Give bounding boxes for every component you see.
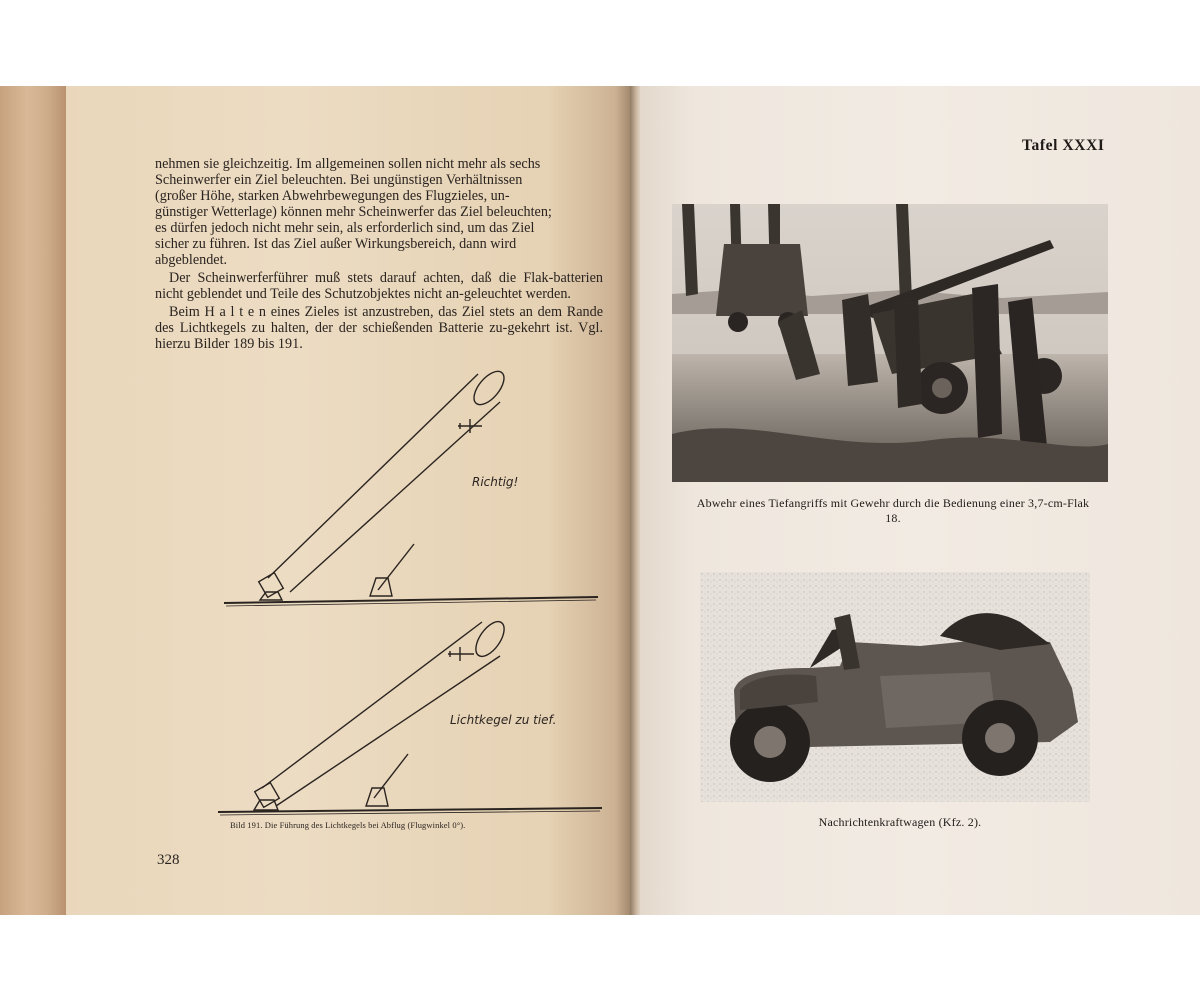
page-edges	[0, 86, 66, 915]
plate-title: Tafel XXXI	[1022, 137, 1105, 154]
photo-radio-vehicle	[700, 572, 1090, 802]
paragraph-halten: Beim H a l t e n eines Zieles ist anzustreben, das Ziel stets an dem Rande des Lichtkegels zu halten, der der schießenden Batterie zu-gekehrt ist. Vgl. hierzu Bilder 189 bis 191.	[155, 304, 603, 352]
label-lichtkegel-zu-tief: Lichtkegel zu tief.	[450, 713, 557, 727]
label-richtig: Richtig!	[472, 475, 519, 489]
figure-caption: Bild 191. Die Führung des Lichtkegels bei Abflug (Flugwinkel 0°).	[230, 820, 466, 830]
text-line: sicher zu führen. Ist das Ziel außer Wirkungsbereich, dann wird	[155, 236, 517, 252]
searchlight-figure	[210, 360, 610, 830]
text-line: nehmen sie gleichzeitig. Im allgemeinen sollen nicht mehr als sechs	[155, 156, 541, 172]
page-number: 328	[157, 852, 180, 868]
text-line: Scheinwerfer ein Ziel beleuchten. Bei ungünstigen Verhältnissen	[155, 172, 523, 188]
searchlight-correct-illustration	[224, 366, 598, 606]
text-line: günstiger Wetterlage) können mehr Scheinwerfer das Ziel beleuchten;	[155, 204, 552, 220]
text-line: (großer Höhe, starken Abwehrbewegungen des Flugzieles, un-	[155, 188, 510, 204]
photo-flak-crew	[672, 204, 1108, 482]
text-line: es dürfen jedoch nicht mehr sein, als erforderlich sind, um das Ziel	[155, 220, 535, 236]
paragraph-flak: Der Scheinwerferführer muß stets darauf achten, daß die Flak-batterien nicht geblendet und Teile des Schutzobjektes nicht an-geleuchtet werden.	[155, 270, 603, 302]
body-text	[155, 156, 603, 352]
photo2-caption: Nachrichtenkraftwagen (Kfz. 2).	[818, 815, 982, 829]
photo1-caption: Abwehr eines Tiefangriffs mit Gewehr durch die Bedienung einer 3,7-cm-Flak 18.	[696, 496, 1090, 525]
text-line: abgeblendet.	[155, 252, 228, 268]
